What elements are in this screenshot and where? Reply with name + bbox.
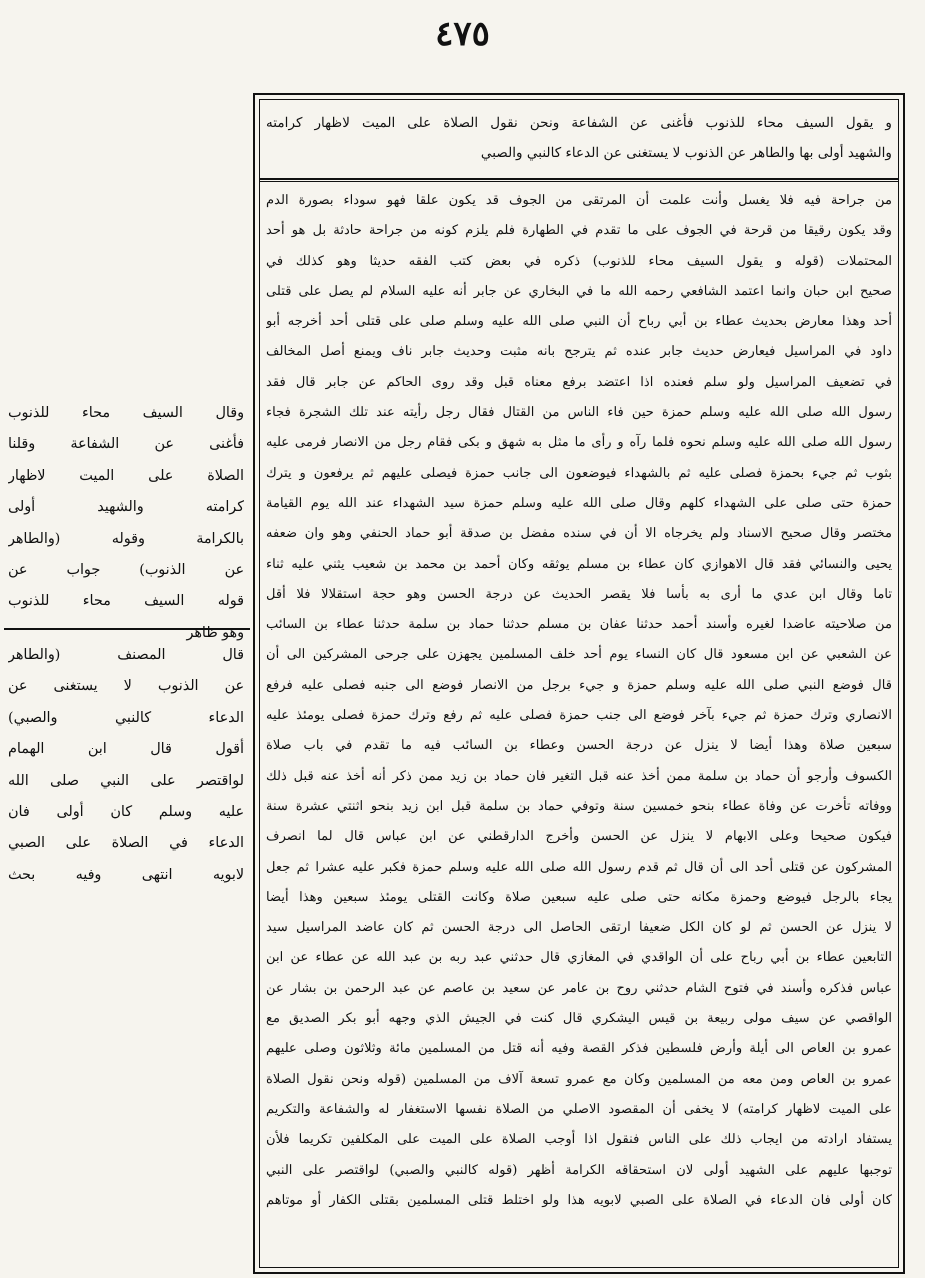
- side-upper-line: كرامته والشهيد أولى: [8, 499, 244, 516]
- commentary-line: أحد وهذا معارض بحديث عطاء بن أبي رباح أن النبي صلى الله عليه وسلم صلى على قتلى أحد أخرجه أبو: [266, 314, 892, 330]
- commentary-line: يحيى والنسائي فقد قال الاهوازي كان عطاء بن مسلم يوثقه وكان أحمد بن محمد بن شعيب يثني عليه ثناء: [266, 556, 892, 572]
- side-lower-line: عن الذنوب لا يستغنى عن: [8, 678, 244, 695]
- side-upper-line: وقال السيف محاء للذنوب: [8, 405, 244, 421]
- commentary-line: على الميت لاظهار كرامته) لا يخفى أن المقصود الاصلي من الصلاة نفسها الاستغفار له والشفاعة والتكريم: [266, 1101, 892, 1117]
- commentary-line: من جراحة فيه فلا يغسل وأنت علمت أن المرتقى من الجوف قد يكون علقا فهو سوداء بصورة الدم: [266, 193, 892, 208]
- matn-line: والشهيد أولى بها والطاهر عن الذنوب لا يستغنى عن الدعاء كالنبي والصبي: [480, 145, 892, 161]
- side-upper-line: وهو ظاهر: [186, 624, 244, 641]
- side-lower-line: قال المصنف (والطاهر: [8, 647, 244, 663]
- commentary-line: كان أولى فان الدعاء في الصلاة على الصبي لابويه هذا ولو اختلط قتلى المسلمين بقتلى الكفار أو موتاهم: [266, 1192, 892, 1208]
- commentary-line: تاما وقال ابن عدي ما أرى به بأسا فلا يقصر الحديث عن درجة الحسن وهو حجة استقلالا فلا أقل: [266, 586, 892, 602]
- side-lower-line: لابويه انتهى وفيه بحث: [8, 866, 244, 883]
- commentary-line: عباس فذكره وأسند في فتوح الشام حدثني روح بن عامر عن سعيد بن عاصم عن عبد الرحمن بن بشار عن: [266, 980, 892, 996]
- side-lower-line: عليه وسلم كان أولى فان: [8, 803, 244, 820]
- commentary-line: صحيح ابن حبان وانما اعتمد الشافعي رحمه الله ما في البخاري عن جابر أنه عليه السلام لم يصل على قتلى: [266, 283, 892, 299]
- commentary-line: فيكون صحيحا وعلى الابهام لا ينزل عن الحسن وأخرج الدارقطني عن ابن عباس قال لما انصرف: [266, 829, 892, 845]
- side-lower-line: الدعاء في الصلاة على الصبي: [8, 835, 244, 852]
- side-commentary-lower: [8, 640, 244, 891]
- side-lower-line: أقول قال ابن الهمام: [8, 741, 244, 758]
- commentary-line: رسول الله صلى الله عليه وسلم نحوه فلما رآه و رأى ما مثل به شهق و بكى فقام رجل من الانصار فرمى عليه: [266, 435, 892, 451]
- side-commentary-upper: [8, 398, 244, 649]
- commentary-line: الكسوف وأرجو أن حماد بن سلمة ممن أخذ عنه قبل التغير فان حماد بن زيد ممن ذكر أنه أخذ عنه قبل ذلك: [266, 768, 892, 784]
- commentary-line: لا ينزل عن الحسن ثم لو كان الكل ضعيفا ارتقى الحاصل الى درجة الحسن ثم كان عاضد المراسيل سيد: [266, 920, 892, 936]
- matn-line: و يقول السيف محاء للذنوب فأغنى عن الشفاعة ونحن نقول الصلاة على الميت لاظهار كرامته: [266, 115, 892, 131]
- commentary-line: عمرو بن العاص الى أيلة وأرض فلسطين فذكر القصة وفيه أنه قتل من المسلمين مائة وثلاثون وصلى عليهم: [266, 1041, 892, 1057]
- matn-text: [266, 108, 892, 172]
- matn-divider: [260, 178, 898, 180]
- commentary-line: المشركون عن قتلى أحد الى أن قال ثم قدم رسول الله صلى الله عليه وسلم حمزة فكبر عليه عشرا ثم جعل: [266, 859, 892, 875]
- side-upper-line: الصلاة على الميت لاظهار: [8, 467, 244, 484]
- matn-divider-thin: [260, 181, 898, 182]
- side-lower-line: الدعاء كالنبي والصبي): [8, 709, 244, 726]
- side-upper-line: عن الذنوب) جواب عن: [8, 561, 244, 578]
- commentary-line: في تضعيف المراسيل ولو سلم فعنده اذا اعتضد برفع معناه قبل وقد روى الحاكم عن جابر قال فقد: [266, 374, 892, 390]
- commentary-line: عمرو بن العاص ومن معه من المسلمين وكان مع عمرو تسعة آلاف من المسلمين (قوله ونحن نقول الصلاة: [266, 1071, 892, 1087]
- commentary-line: عن الشعبي عن ابن مسعود قال كان النساء يوم أحد خلف المسلمين يجهزن على جرحى المشركين الى أن: [266, 647, 892, 663]
- commentary-line: وقد يكون رقيقا من قرحة في الجوف على ما تقدم في الطهارة فلم يلزم كونه من جراحة حادثة بل هو أحد: [266, 223, 892, 239]
- side-upper-line: قوله السيف محاء للذنوب: [8, 593, 244, 610]
- commentary-line: الانصاري وترك حمزة ثم جيء بآخر فوضع الى جنب حمزة فصلى عليه ثم رفع وترك حمزة فصلى يومئذ عليه: [266, 708, 892, 724]
- side-upper-line: فأغنى عن الشفاعة وقلنا: [8, 436, 244, 453]
- commentary-line: داود في المراسيل فيعارض حديث جابر عنده ثم يترجح بانه مثبت وحديث جابر ناف ويمنع أصل المخالف: [266, 344, 892, 360]
- side-upper-line: بالكرامة وقوله (والطاهر: [8, 530, 244, 547]
- commentary-line: المحتملات (قوله و يقول السيف محاء للذنوب) ذكره في بعض كتب الفقه حديثا وهو كذلك في: [266, 253, 892, 269]
- commentary-line: التابعين عطاء بن أبي رباح على أن الواقدي في المغازي قال حدثني عبد ربه بن عبد الله عن عطاء عن ابن: [266, 950, 892, 966]
- commentary-line: بثوب ثم جيء بحمزة فصلى عليه ثم بالشهداء فيوضعون الى جانب حمزة فيصلى عليهم ثم يرفعون و يترك: [266, 465, 892, 481]
- commentary-line: سبعين صلاة وهذا أيضا لا ينزل عن درجة الحسن وعطاء بن السائب فيه ما تقدم في باب صلاة: [266, 738, 892, 754]
- main-frame-inner: [259, 99, 899, 1268]
- page-number: ٤٧٥: [435, 14, 490, 54]
- main-frame: [253, 93, 905, 1274]
- commentary-line: يستفاد ارادته من ايجاب ذلك على الناس فنقول اذا أوجب الصلاة على الميت على المكلفين تكريما فلأن: [266, 1132, 892, 1148]
- commentary-line: توجبها عليهم على الشهيد أولى لان استحقاقه الكرامة أظهر (قوله كالنبي والصبي) لواقتصر على النبي: [266, 1162, 892, 1178]
- commentary-line: مختصر وقال صحيح الاسناد ولم يخرجاه الا أن في سنده مفضل بن صدقة أبو حماد الحنفي وهو وان ضعفه: [266, 526, 892, 542]
- commentary-line: يجاء بالرجل فيوضع وحمزة مكانه حتى صلى عليه سبعين صلاة وكانت القتلى يومئذ سبعين وهذا أيضا: [266, 889, 892, 905]
- side-divider: [4, 628, 250, 630]
- commentary-line: من صلاحيته عاضدا لغيره وأسند أحمد حدثنا عفان بن مسلم حدثنا حماد بن سلمة حدثنا عطاء بن السائب: [266, 617, 892, 633]
- commentary-line: حمزة حتى صلى على الشهداء كلهم وقال صلى الله عليه وسلم حمزة سيد الشهداء عند الله يوم القيامة: [266, 495, 892, 511]
- commentary-text: [266, 186, 892, 1263]
- commentary-line: ووفاته تأخرت عن وفاة عطاء بنحو خمسين سنة وتوفي حماد بن سلمة قبل ابن زيد بنحو اثنتي عشرة سنة: [266, 798, 892, 814]
- side-lower-line: لواقتصر على النبي صلى الله: [8, 772, 244, 789]
- commentary-line: الواقصي عن سيف مولى ربيعة بن قيس اليشكري قال كنت في الجيش الذي وجهه أبو بكر الصديق مع: [266, 1011, 892, 1027]
- commentary-line: رسول الله صلى الله عليه وسلم حمزة حين فاء الناس من القتال فقال رجل رأيته عند تلك الشجرة فجاء: [266, 405, 892, 421]
- commentary-line: قال فوضع النبي صلى الله عليه وسلم حمزة و جيء برجل من الانصار فوضع الى جنبه فصلى عليه فرفع: [266, 677, 892, 693]
